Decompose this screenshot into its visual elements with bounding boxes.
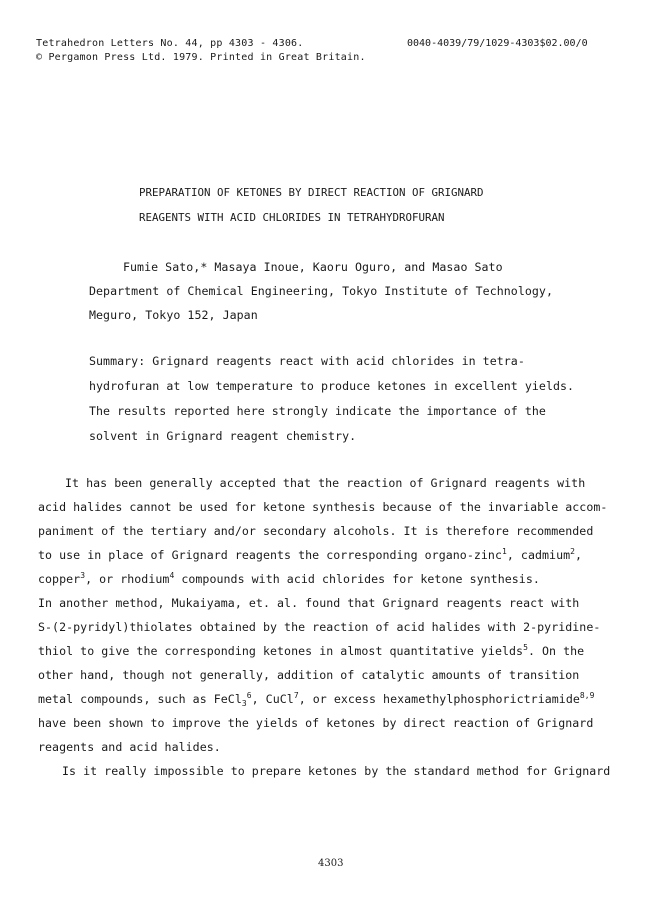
summary-line-4: solvent in Grignard reagent chemistry. [89, 429, 357, 443]
body-line-10 [38, 692, 595, 706]
reference-marker: 2 [570, 547, 576, 556]
body-line-9: other hand, though not generally, addition of catalytic amounts of transition [38, 668, 580, 682]
body-text: , CuCl [251, 692, 294, 706]
summary-line-2: hydrofuran at low temperature to produce ketones in excellent yields. [89, 379, 575, 393]
body-line-8 [38, 644, 584, 658]
body-text: compounds with acid chlorides for ketone synthesis. [174, 572, 540, 586]
subscript: 3 [241, 699, 247, 708]
article-code: 0040-4039/79/1029-4303$02.00/0 [407, 38, 588, 49]
reference-marker: 4 [169, 571, 175, 580]
summary-line-1: Summary: Grignard reagents react with acid chlorides in tetra- [89, 354, 525, 368]
author-list: Fumie Sato,* Masaya Inoue, Kaoru Oguro, and Masao Sato [123, 260, 503, 274]
body-line-11: have been shown to improve the yields of ketones by direct reaction of Grignard [38, 716, 594, 730]
body-text: to use in place of Grignard reagents the corresponding organo-zinc [38, 548, 502, 562]
body-line-13: Is it really impossible to prepare ketones by the standard method for Grignard [62, 764, 611, 778]
body-text: copper [38, 572, 81, 586]
title-line-1: PREPARATION OF KETONES BY DIRECT REACTION OF GRIGNARD [139, 186, 484, 199]
body-text: , [575, 548, 583, 562]
copyright-line: © Pergamon Press Ltd. 1979. Printed in Great Britain. [36, 52, 366, 63]
title-line-2: REAGENTS WITH ACID CHLORIDES IN TETRAHYDROFURAN [139, 211, 445, 224]
body-text: , cadmium [506, 548, 571, 562]
body-text: thiol to give the corresponding ketones in almost quantitative yields [38, 644, 524, 658]
body-line-6: In another method, Mukaiyama, et. al. found that Grignard reagents react with [38, 596, 580, 610]
body-text: , or excess hexamethylphosphorictriamide [298, 692, 580, 706]
reference-marker: 6 [246, 691, 252, 700]
body-line-12: reagents and acid halides. [38, 740, 221, 754]
reference-marker: 7 [293, 691, 299, 700]
affiliation-line-2: Meguro, Tokyo 152, Japan [89, 308, 258, 322]
body-line-7: S-(2-pyridyl)thiolates obtained by the reaction of acid halides with 2-pyridine- [38, 620, 601, 634]
body-line-5 [38, 572, 540, 586]
affiliation-line-1: Department of Chemical Engineering, Tokyo Institute of Technology, [89, 284, 553, 298]
body-text: , or rhodium [85, 572, 170, 586]
body-line-2: acid halides cannot be used for ketone synthesis because of the invariable accom- [38, 500, 608, 514]
reference-marker: 1 [501, 547, 507, 556]
reference-marker: 5 [523, 643, 528, 652]
body-line-3: paniment of the tertiary and/or secondary alcohols. It is therefore recommended [38, 524, 594, 538]
body-line-4 [38, 548, 582, 562]
reference-marker: 8,9 [579, 691, 595, 700]
page-number: 4303 [318, 858, 344, 869]
reference-marker: 3 [80, 571, 86, 580]
body-text: metal compounds, such as FeCl [38, 692, 242, 706]
journal-citation: Tetrahedron Letters No. 44, pp 4303 - 4306. [36, 38, 304, 49]
body-text: . On the [527, 644, 585, 658]
body-line-1: It has been generally accepted that the reaction of Grignard reagents with [65, 476, 586, 490]
summary-line-3: The results reported here strongly indicate the importance of the [89, 404, 546, 418]
